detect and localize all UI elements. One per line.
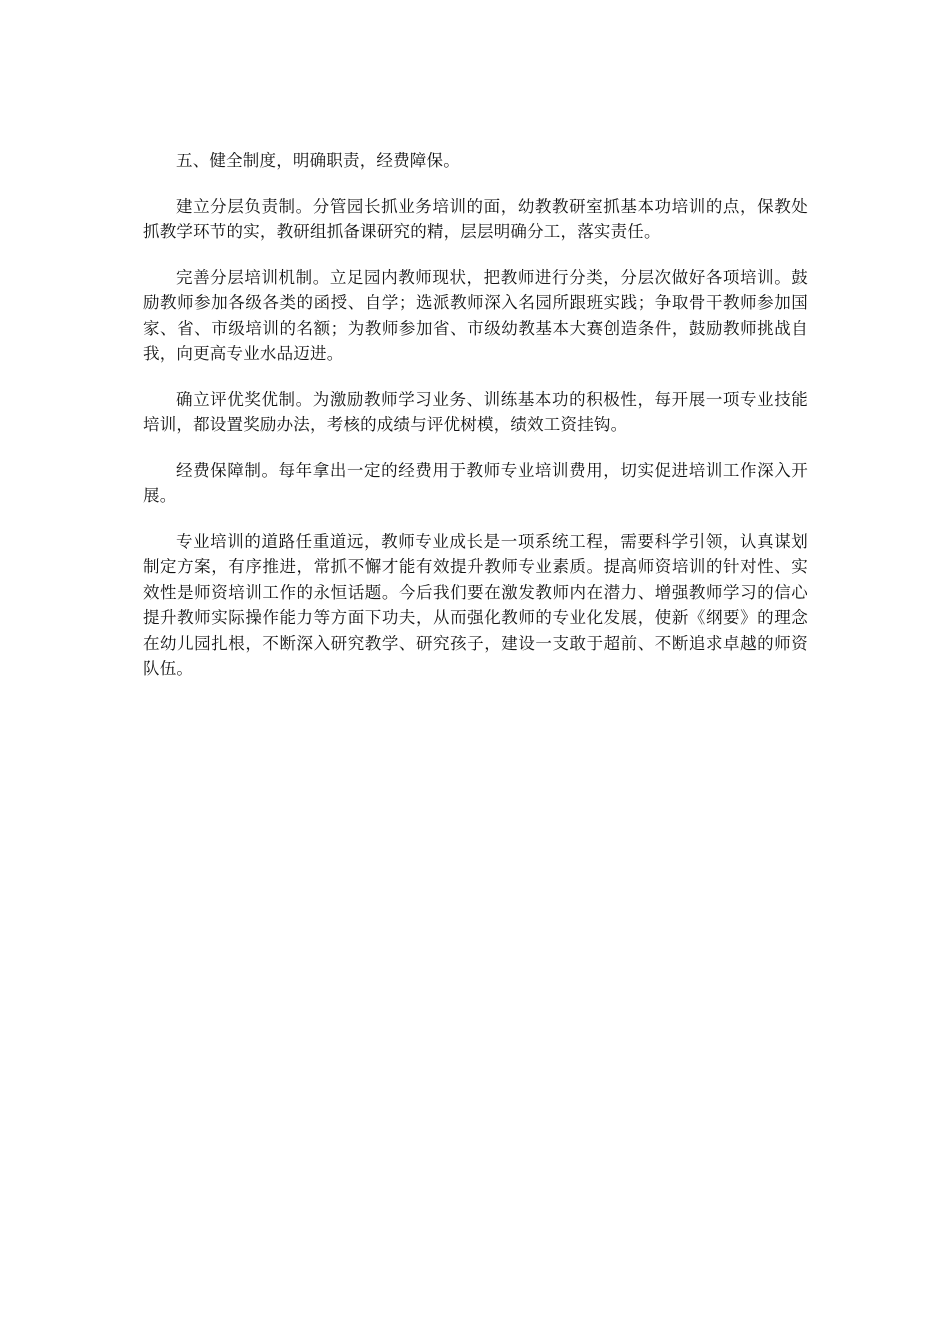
document-body xyxy=(143,148,808,702)
paragraph-layered-training: 完善分层培训机制。立足园内教师现状，把教师进行分类，分层次做好各项培训。鼓励教师参加各级各类的函授、自学；选派教师深入名园所跟班实践；争取骨干教师参加国家、省、市级培训的名额；为教师参加省、市级幼教基本大赛创造条件，鼓励教师挑战自我，向更高专业水品迈进。 xyxy=(143,267,808,363)
paragraph-conclusion: 专业培训的道路任重道远，教师专业成长是一项系统工程，需要科学引领，认真谋划制定方案，有序推进，常抓不懈才能有效提升教师专业素质。提高师资培训的针对性、实效性是师资培训工作的永恒话题。今后我们要在激发教师内在潜力、增强教师学习的信心提升教师实际操作能力等方面下功夫，从而强化教师的专业化发展，使新《纲要》的理念在幼儿园扎根，不断深入研究教学、研究孩子，建设一支敢于超前、不断追求卓越的师资队伍。 xyxy=(143,531,808,678)
paragraph-award-system: 确立评优奖优制。为激励教师学习业务、训练基本功的积极性，每开展一项专业技能培训，都设置奖励办法，考核的成绩与评优树模，绩效工资挂钩。 xyxy=(143,389,808,434)
paragraph-layered-responsibility: 建立分层负责制。分管园长抓业务培训的面，幼教教研室抓基本功培训的点，保教处抓教学环节的实，教研组抓备课研究的精，层层明确分工，落实责任。 xyxy=(143,196,808,241)
section-heading: 五、健全制度，明确职责，经费障保。 xyxy=(176,151,460,170)
paragraph-funding: 经费保障制。每年拿出一定的经费用于教师专业培训费用，切实促进培训工作深入开展。 xyxy=(143,460,808,505)
